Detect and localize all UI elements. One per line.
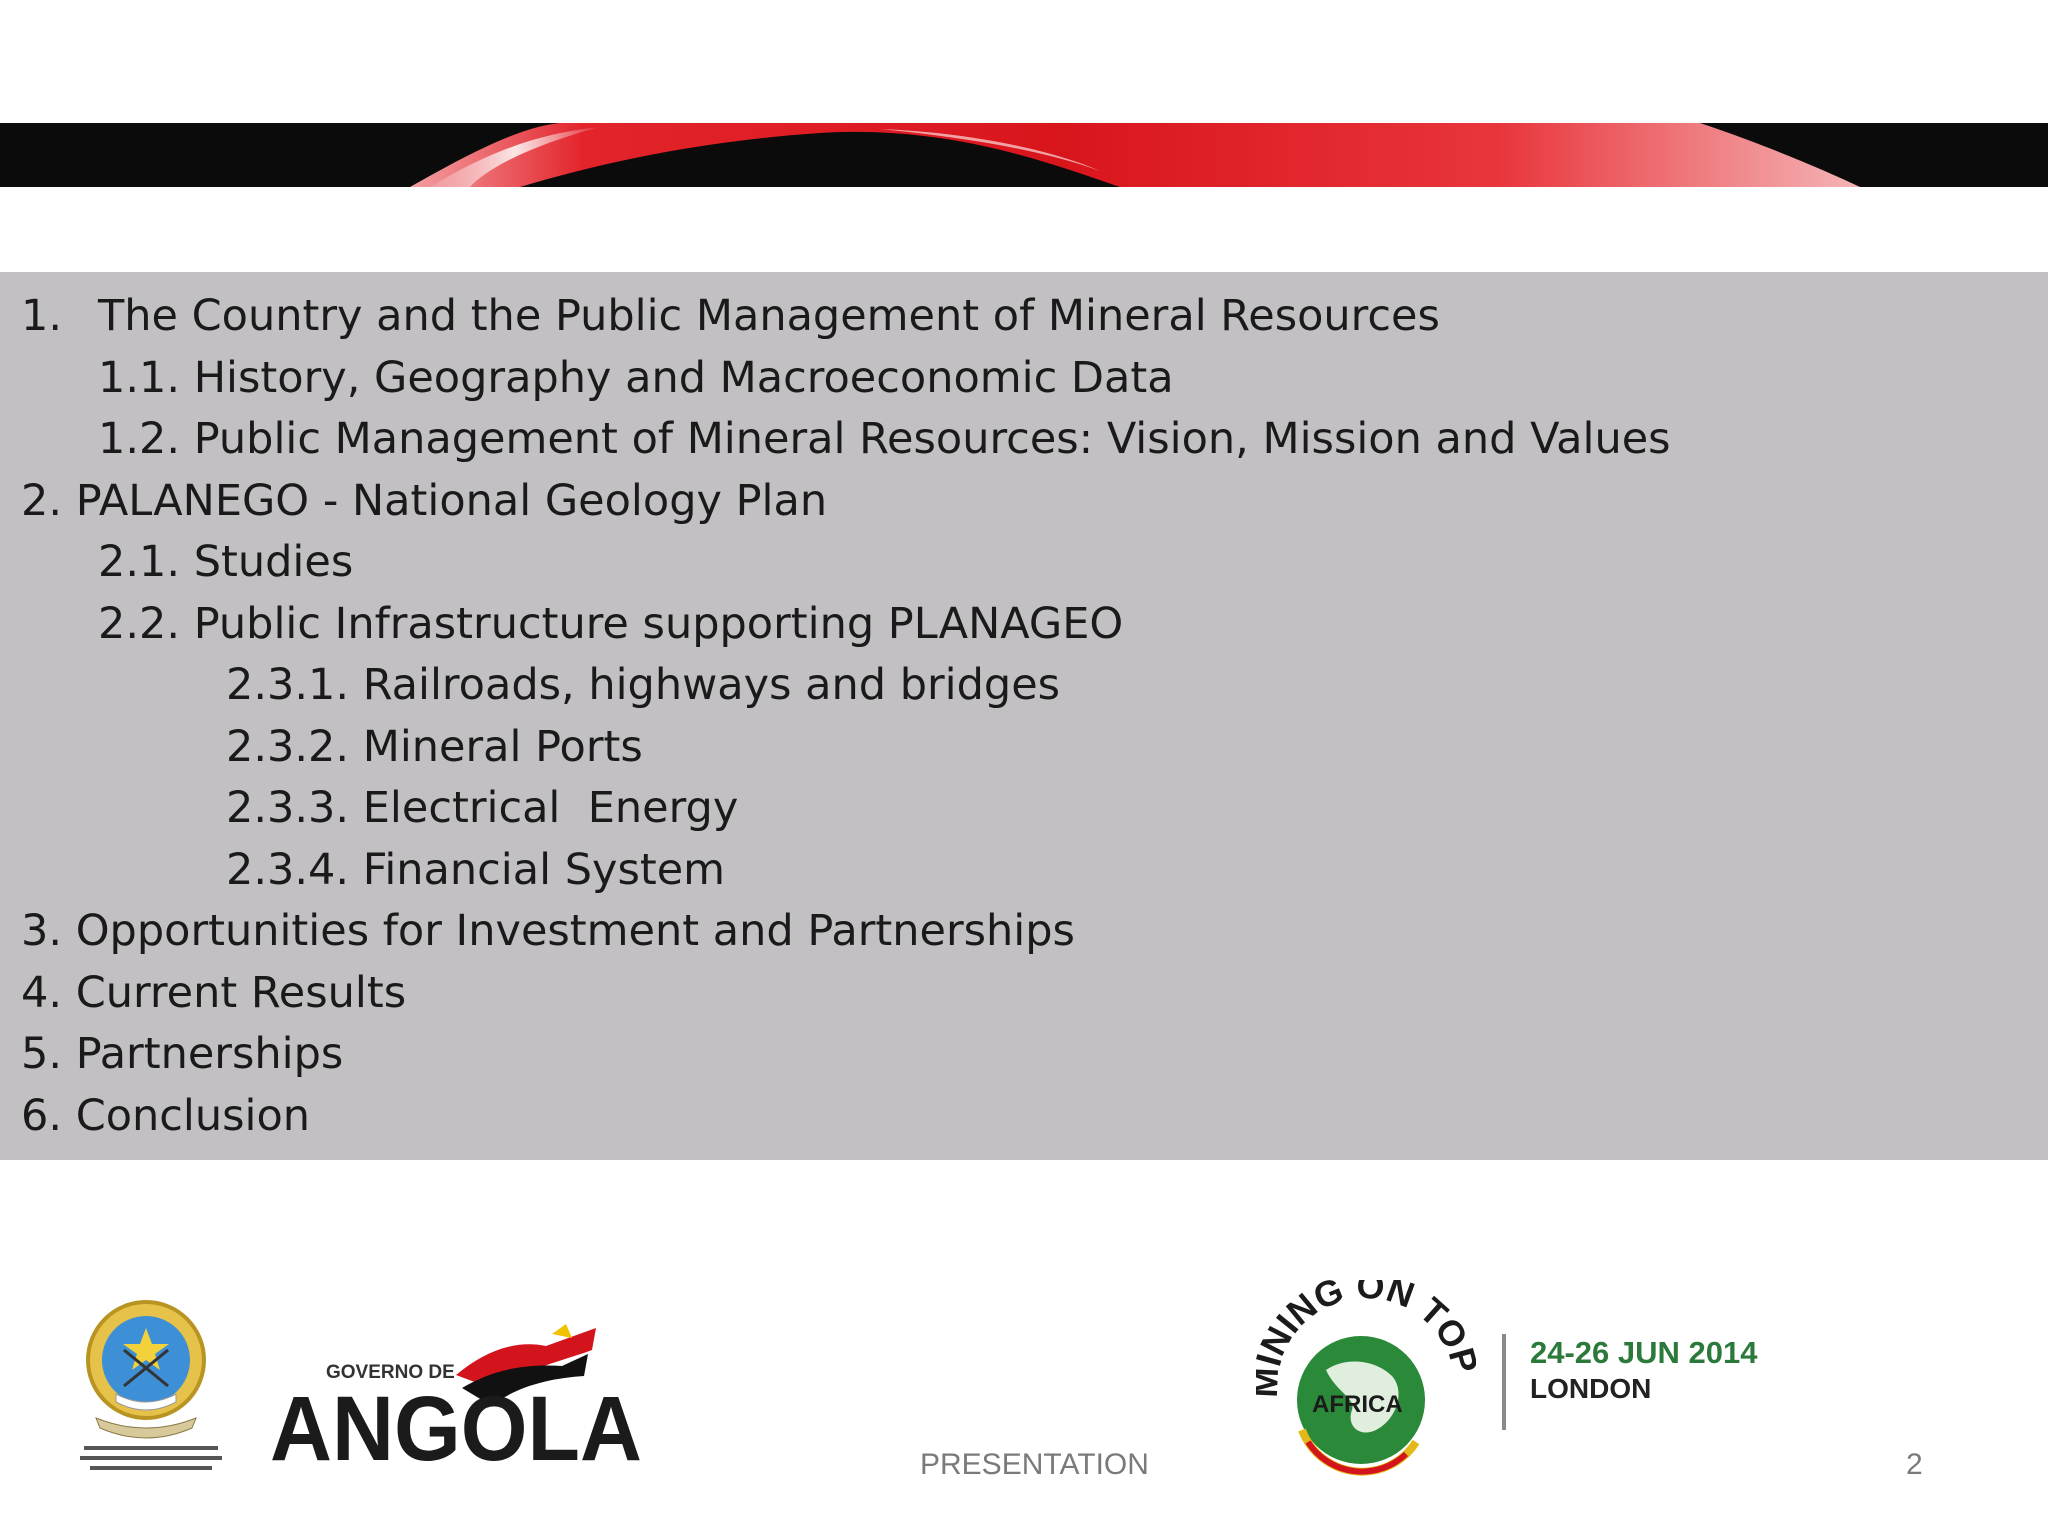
agenda-item-text: 6. Conclusion (21, 1090, 311, 1141)
agenda-item (0, 1086, 1671, 1148)
agenda-item (0, 471, 1671, 533)
agenda-item (0, 840, 1671, 902)
agenda-item-text: 3. Opportunities for Investment and Partnerships (21, 906, 1075, 956)
event-date: 24-26 JUN 2014 (1530, 1335, 1758, 1370)
agenda-item (0, 286, 1671, 348)
agenda-item-text: 4. Current Results (21, 967, 407, 1018)
footer-label: PRESENTATION (920, 1448, 1149, 1481)
mining-on-top-africa-logo (1256, 1280, 1476, 1495)
angola-flag-icon (266, 1320, 646, 1470)
agenda-item-text: 2. PALANEGO - National Geology Plan (21, 475, 828, 526)
mining-inner-text: AFRICA (1312, 1391, 1403, 1418)
agenda-item-text: 2.1. Studies (98, 537, 354, 587)
banner-swoosh-graphic (0, 123, 2048, 187)
event-city: LONDON (1530, 1373, 1652, 1404)
agenda-item (0, 409, 1671, 471)
header-banner (0, 123, 2048, 187)
agenda-item-number: 1. (21, 291, 63, 341)
agenda-item (0, 594, 1671, 656)
agenda-panel (0, 272, 2048, 1160)
mining-arc-text: NING ON TO (1256, 1280, 1476, 1362)
page-number: 2 (1906, 1448, 1923, 1481)
agenda-item (0, 778, 1671, 840)
angola-logo-small-text: GOVERNO DE (326, 1362, 455, 1383)
agenda-item-text: 2.3.4. Financial System (226, 844, 726, 895)
agenda-item-text: 5. Partnerships (21, 1029, 344, 1079)
event-info (1502, 1334, 1758, 1430)
angola-logo-big-text: ANGOLA (270, 1378, 642, 1470)
agenda-item (0, 963, 1671, 1025)
agenda-item-text: 2.3.2. Mineral Ports (226, 721, 643, 772)
agenda-item-text: 2.3.1. Railroads, highways and bridges (226, 660, 1061, 710)
agenda-list (0, 286, 1671, 1147)
agenda-item (0, 655, 1671, 717)
governo-de-angola-logo (266, 1320, 646, 1475)
agenda-item-text: 2.2. Public Infrastructure supporting PLANAGEO (98, 598, 1124, 649)
angola-emblem-logo (76, 1298, 226, 1483)
agenda-item (0, 901, 1671, 963)
coat-of-arms-icon (76, 1298, 226, 1478)
agenda-item (0, 717, 1671, 779)
agenda-item-text: 1.2. Public Management of Mineral Resources: Vision, Mission and Values (98, 414, 1671, 464)
agenda-item (0, 1024, 1671, 1086)
globe-icon (1256, 1280, 1476, 1490)
agenda-item (0, 348, 1671, 410)
agenda-item (0, 532, 1671, 594)
agenda-item-text: 2.3.3. Electrical Energy (226, 783, 739, 833)
agenda-item-text: The Country and the Public Management of Mineral Resources (98, 291, 1440, 341)
agenda-item-text: 1.1. History, Geography and Macroeconomic Data (98, 352, 1174, 403)
